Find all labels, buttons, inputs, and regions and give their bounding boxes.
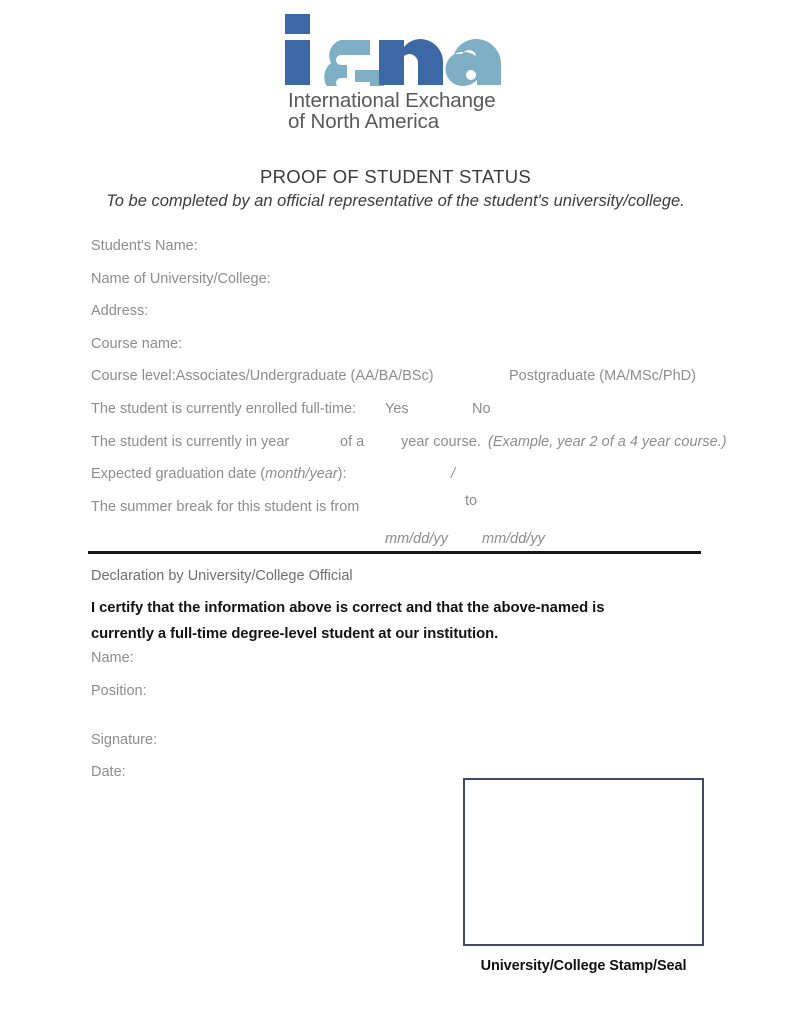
summer-to-format: mm/dd/yy [482, 530, 545, 547]
section-divider [88, 551, 701, 554]
student-name-label: Student's Name: [91, 238, 198, 254]
declaration-section [91, 567, 731, 647]
field-year-of-course [91, 434, 731, 467]
of-a-label: of a [340, 433, 365, 450]
organization-logo [0, 14, 791, 132]
enrolled-no-option[interactable]: No [472, 400, 491, 417]
field-official-name: Name: [91, 650, 134, 666]
iena-wordmark-icon [283, 14, 508, 86]
course-level-postgrad-label: Postgraduate (MA/MSc/PhD) [509, 368, 696, 385]
declaration-body [91, 595, 731, 647]
course-level-undergrad-label: Course level:Associates/Undergraduate (AA/BA/BSc) [91, 368, 434, 385]
field-official-position: Position: [91, 682, 147, 699]
summer-break-to-label: to [465, 492, 478, 509]
official-signature-section [91, 650, 431, 797]
graduation-label-pre: Expected graduation date ( [91, 466, 266, 483]
year-example-note: (Example, year 2 of a 4 year course.) [488, 433, 727, 450]
field-official-signature: Signature: [91, 731, 158, 748]
summer-break-label: The summer break for this student is from [91, 498, 360, 515]
field-enrolled-fulltime [91, 401, 731, 434]
university-label: Name of University/College: [91, 270, 271, 287]
graduation-label-format: month/year [265, 466, 338, 483]
field-university [91, 271, 731, 304]
graduation-slash: / [451, 466, 456, 483]
field-official-date: Date: [91, 764, 126, 781]
graduation-date-label [91, 466, 347, 482]
stamp-seal-box[interactable] [463, 778, 704, 946]
logo-tagline-line1: International Exchange [288, 89, 496, 112]
logo-tagline-line2: of North America [288, 110, 440, 133]
enrolled-fulltime-label: The student is currently enrolled full-time: [91, 400, 357, 417]
student-details-section [91, 238, 731, 551]
field-graduation-date [91, 466, 731, 499]
field-student-name [91, 238, 731, 271]
field-summer-break [91, 492, 731, 525]
enrolled-yes-option[interactable]: Yes [385, 400, 409, 417]
current-year-label: The student is currently in year [91, 433, 290, 450]
declaration-heading: Declaration by University/College Official [91, 568, 353, 584]
page-title: PROOF OF STUDENT STATUS [259, 166, 532, 187]
field-address [91, 303, 731, 336]
year-course-label: year course. [401, 433, 481, 450]
stamp-seal-caption: University/College Stamp/Seal [480, 958, 687, 974]
field-course-name [91, 336, 731, 369]
summer-from-format: mm/dd/yy [385, 530, 448, 547]
summer-break-format-row [91, 525, 731, 551]
address-label: Address: [91, 303, 149, 320]
declaration-body-line1: I certify that the information above is correct and that the above-named is [91, 600, 605, 616]
declaration-body-line2: currently a full-time degree-level student at our institution. [91, 626, 499, 642]
course-name-label: Course name: [91, 335, 183, 352]
title-block [0, 166, 791, 212]
logo-tagline [288, 90, 511, 132]
graduation-label-post: ): [337, 466, 347, 483]
field-course-level [91, 368, 731, 401]
page-subtitle: To be completed by an official representative of the student's university/college. [106, 192, 685, 210]
